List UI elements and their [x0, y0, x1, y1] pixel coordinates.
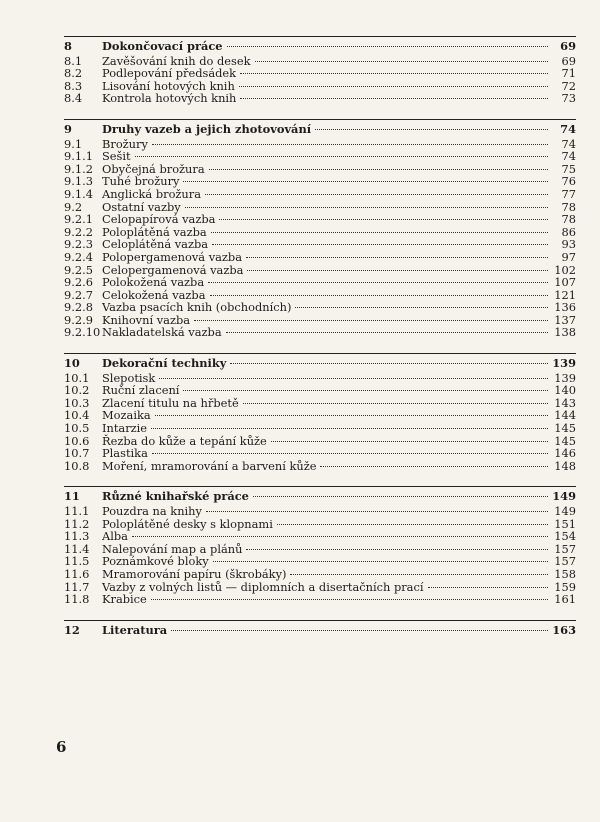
toc-entry [64, 422, 576, 435]
entry-number: 11.8 [64, 592, 90, 607]
toc-entry [64, 460, 576, 473]
entry-page: 77 [561, 186, 576, 201]
dot-leader [212, 244, 548, 245]
entry-page: 86 [561, 224, 576, 239]
entry-page: 69 [560, 39, 576, 53]
toc-entry [64, 447, 576, 460]
toc-entry [64, 67, 576, 80]
page-number: 6 [56, 738, 67, 756]
entry-number: 10 [64, 356, 80, 371]
dot-leader [135, 156, 548, 157]
entry-page: 161 [554, 592, 576, 607]
dot-leader [255, 61, 548, 62]
toc-entry [64, 505, 576, 518]
toc-section [64, 620, 576, 637]
entry-number: 9.2.9 [64, 312, 93, 327]
entry-page: 69 [561, 53, 576, 68]
entry-number: 10.2 [64, 383, 90, 398]
entry-page: 144 [554, 408, 576, 423]
entry-title: Polopergamenová vazba [102, 249, 243, 264]
dot-leader [151, 599, 548, 600]
entry-title: Slepotisk [102, 370, 156, 385]
entry-number: 8.3 [64, 78, 83, 93]
dot-leader [253, 496, 548, 497]
entry-number: 8.2 [64, 66, 83, 81]
dot-leader [240, 73, 548, 74]
entry-number: 11.6 [64, 566, 90, 581]
toc-entry [64, 92, 576, 105]
entry-title: Pouzdra na knihy [102, 504, 202, 518]
entry-title: Druhy vazeb a jejich zhotovování [102, 121, 312, 136]
entry-page: 78 [561, 212, 576, 227]
entry-page: 139 [554, 370, 576, 385]
entry-number: 8.1 [64, 53, 83, 68]
chapter-heading [64, 40, 576, 53]
toc-section [64, 486, 576, 605]
entry-title: Plastika [102, 446, 148, 461]
entry-page: 93 [561, 237, 576, 252]
entry-page: 140 [554, 383, 576, 398]
dot-leader [227, 46, 548, 47]
section-divider [64, 486, 576, 487]
toc-entry [64, 568, 576, 581]
entry-title: Moření, mramorování a barvení kůže [102, 458, 317, 473]
entry-title: Krabice [102, 592, 147, 607]
entry-title: Tuhé brožury [102, 174, 180, 189]
entry-page: 74 [561, 136, 576, 151]
dot-leader [183, 181, 548, 182]
entry-number: 9.2.3 [64, 237, 93, 252]
entry-page: 97 [561, 249, 576, 264]
entry-page: 151 [554, 516, 576, 531]
dot-leader [239, 86, 548, 87]
entry-title: Celoplátěná vazba [102, 237, 209, 252]
entry-page: 157 [554, 541, 576, 556]
chapter-heading [64, 123, 576, 136]
entry-page: 75 [561, 161, 576, 176]
entry-page: 159 [554, 579, 576, 594]
entry-title: Celokožená vazba [102, 287, 206, 302]
entry-title: Poloplátěná vazba [102, 224, 207, 239]
dot-leader [171, 630, 548, 631]
entry-page: 72 [561, 78, 576, 93]
entry-page: 157 [554, 554, 576, 569]
entry-title: Vazby z volných listů — diplomních a disertačních prací [102, 579, 424, 594]
dot-leader [277, 524, 548, 525]
entry-number: 9.2.4 [64, 249, 93, 264]
entry-number: 9 [64, 121, 72, 136]
entry-page: 76 [561, 174, 576, 189]
entry-title: Zavěšování knih do desek [102, 53, 251, 68]
entry-title: Dokončovací práce [102, 39, 223, 53]
entry-title: Sešit [102, 149, 131, 164]
toc-entry [64, 301, 576, 314]
entry-page: 143 [554, 395, 576, 410]
chapter-heading [64, 624, 576, 637]
dot-leader [155, 415, 548, 416]
chapter-heading [64, 490, 576, 503]
entry-title: Nalepování map a plánů [102, 541, 243, 556]
dot-leader [219, 219, 548, 220]
entry-page: 136 [554, 300, 576, 315]
toc-entry [64, 138, 576, 151]
entry-title: Zlacení titulu na hřbetě [102, 395, 239, 410]
entry-page: 146 [554, 446, 576, 461]
entry-number: 10.6 [64, 433, 90, 448]
entry-title: Ruční zlacení [102, 383, 180, 398]
entry-number: 9.1.3 [64, 174, 93, 189]
dot-leader [185, 207, 548, 208]
entry-number: 11.7 [64, 579, 90, 594]
entry-title: Poloplátěné desky s klopnami [102, 516, 273, 531]
entry-page: 71 [561, 66, 576, 81]
entry-number: 10.7 [64, 446, 90, 461]
entry-number: 9.2.7 [64, 287, 93, 302]
dot-leader [152, 144, 548, 145]
toc-entry [64, 188, 576, 201]
dot-leader [315, 129, 548, 130]
toc-entry [64, 593, 576, 606]
entry-title: Literatura [102, 622, 168, 637]
entry-number: 9.1.2 [64, 161, 93, 176]
entry-number: 11 [64, 489, 80, 504]
dot-leader [243, 403, 548, 404]
entry-page: 148 [554, 458, 576, 473]
section-divider [64, 620, 576, 621]
dot-leader [230, 363, 548, 364]
entry-title: Knihovní vazba [102, 312, 191, 327]
entry-number: 9.2.10 [64, 325, 101, 340]
dot-leader [246, 257, 548, 258]
dot-leader [213, 561, 548, 562]
entry-page: 145 [554, 421, 576, 436]
entry-number: 9.2.8 [64, 300, 93, 315]
entry-title: Mozaika [102, 408, 151, 423]
dot-leader [209, 169, 548, 170]
entry-title: Řezba do kůže a tepání kůže [102, 433, 267, 448]
entry-title: Poznámkové bloky [102, 554, 209, 569]
dot-leader [211, 232, 548, 233]
entry-number: 9.1.1 [64, 149, 93, 164]
entry-page: 163 [552, 622, 576, 637]
dot-leader [152, 453, 548, 454]
dot-leader [320, 466, 548, 467]
dot-leader [290, 574, 548, 575]
toc-entry [64, 326, 576, 339]
entry-page: 137 [554, 312, 576, 327]
entry-title: Vazba psacích knih (obchodních) [102, 300, 292, 315]
dot-leader [206, 511, 548, 512]
dot-leader [194, 320, 548, 321]
dot-leader [247, 270, 548, 271]
entry-title: Dekorační techniky [102, 356, 227, 371]
section-divider [64, 353, 576, 354]
entry-number: 9.2.6 [64, 275, 93, 290]
section-divider [64, 36, 576, 37]
entry-title: Obyčejná brožura [102, 161, 205, 176]
entry-number: 11.2 [64, 516, 90, 531]
entry-page: 158 [554, 566, 576, 581]
entry-title: Kontrola hotových knih [102, 91, 237, 106]
entry-number: 9.2.1 [64, 212, 93, 227]
dot-leader [183, 390, 548, 391]
entry-title: Celopergamenová vazba [102, 262, 244, 277]
entry-number: 10.8 [64, 458, 90, 473]
entry-number: 11.5 [64, 554, 90, 569]
entry-number: 9.2.2 [64, 224, 93, 239]
entry-number: 9.1.4 [64, 186, 93, 201]
entry-page: 154 [554, 529, 576, 544]
entry-number: 11.1 [64, 504, 90, 518]
toc-section [64, 36, 576, 105]
entry-page: 107 [554, 275, 576, 290]
entry-title: Různé knihařské práce [102, 489, 249, 504]
entry-page: 149 [552, 489, 576, 504]
dot-leader [132, 536, 548, 537]
dot-leader [226, 332, 548, 333]
entry-number: 8 [64, 39, 72, 53]
entry-page: 149 [554, 504, 576, 518]
entry-title: Brožury [102, 136, 148, 151]
entry-number: 11.3 [64, 529, 90, 544]
dot-leader [159, 378, 548, 379]
dot-leader [210, 295, 548, 296]
entry-page: 139 [552, 356, 576, 371]
dot-leader [428, 587, 549, 588]
entry-title: Celopapírová vazba [102, 212, 216, 227]
entry-number: 8.4 [64, 91, 83, 106]
entry-title: Mramorování papíru (škrobáky) [102, 566, 287, 581]
entry-title: Ostatní vazby [102, 199, 181, 214]
entry-title: Nakladatelská vazba [102, 325, 222, 340]
entry-title: Alba [102, 529, 128, 544]
toc-section [64, 119, 576, 339]
entry-number: 9.2.5 [64, 262, 93, 277]
dot-leader [295, 307, 548, 308]
entry-title: Lisování hotových knih [102, 78, 235, 93]
entry-title: Podlepování předsádek [102, 66, 237, 81]
dot-leader [240, 98, 548, 99]
dot-leader [271, 441, 548, 442]
entry-page: 74 [560, 121, 576, 136]
section-divider [64, 119, 576, 120]
entry-title: Intarzie [102, 421, 148, 436]
entry-page: 74 [561, 149, 576, 164]
toc-entry [64, 518, 576, 531]
entry-number: 10.5 [64, 421, 90, 436]
toc-entry [64, 276, 576, 289]
entry-page: 138 [554, 325, 576, 340]
entry-title: Polokožená vazba [102, 275, 205, 290]
entry-number: 10.4 [64, 408, 90, 423]
entry-page: 78 [561, 199, 576, 214]
toc-entry [64, 213, 576, 226]
dot-leader [246, 549, 548, 550]
toc-entry [64, 530, 576, 543]
entry-number: 12 [64, 622, 80, 637]
entry-page: 73 [561, 91, 576, 106]
toc-section [64, 353, 576, 472]
toc-entry [64, 384, 576, 397]
entry-page: 145 [554, 433, 576, 448]
entry-page: 102 [554, 262, 576, 277]
dot-leader [151, 428, 548, 429]
chapter-heading [64, 357, 576, 370]
toc-entry [64, 251, 576, 264]
entry-number: 10.3 [64, 395, 90, 410]
dot-leader [205, 194, 548, 195]
dot-leader [208, 282, 548, 283]
entry-number: 11.4 [64, 541, 90, 556]
entry-page: 121 [554, 287, 576, 302]
entry-number: 9.1 [64, 136, 83, 151]
entry-number: 9.2 [64, 199, 83, 214]
table-of-contents [64, 36, 576, 650]
entry-number: 10.1 [64, 370, 90, 385]
toc-entry [64, 150, 576, 163]
entry-title: Anglická brožura [102, 186, 202, 201]
